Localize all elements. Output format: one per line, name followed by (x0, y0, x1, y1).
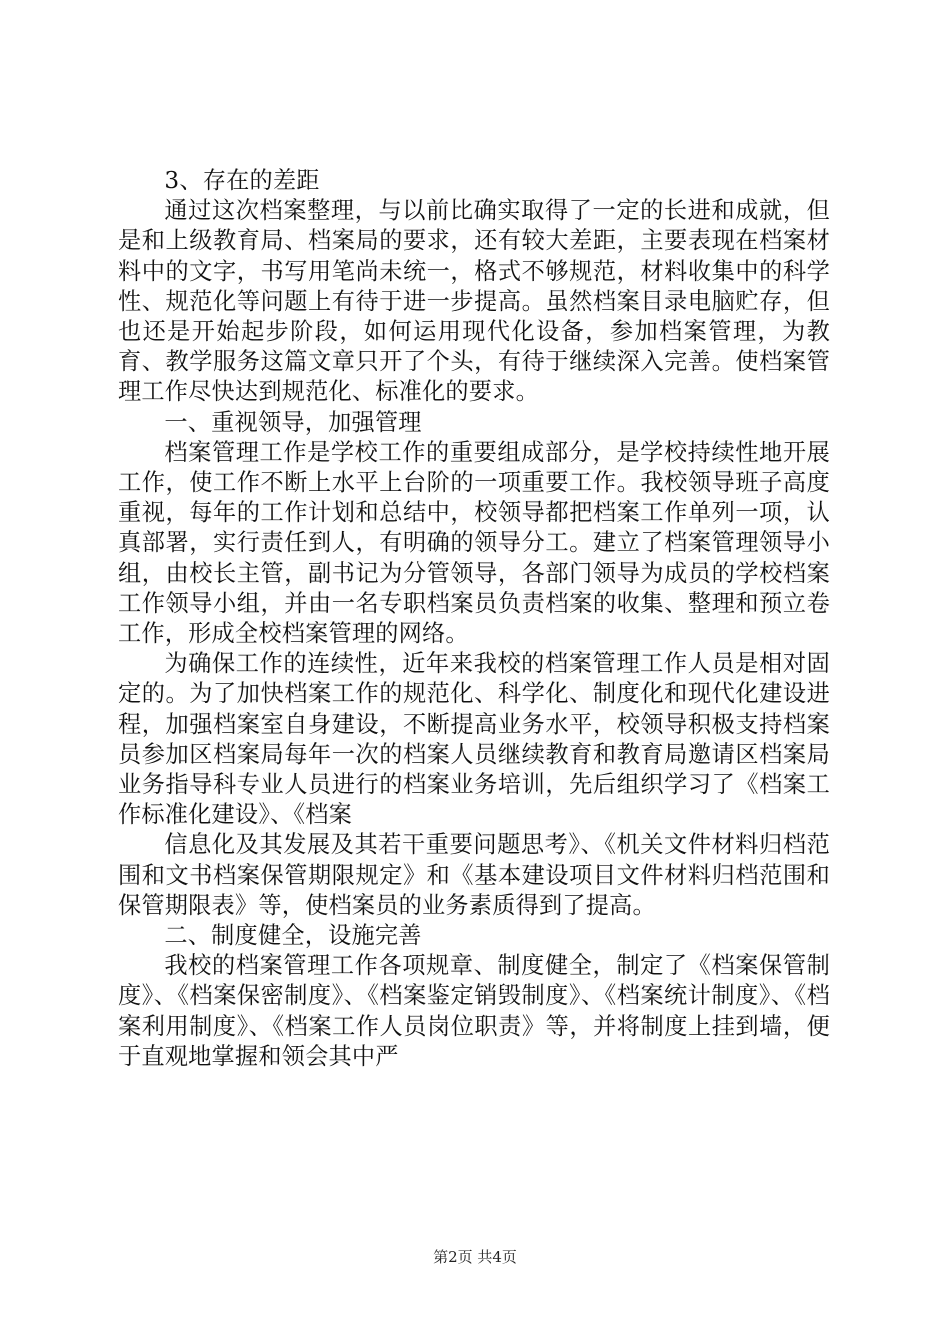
paragraph-training: 信息化及其发展及其若干重要问题思考》、《机关文件材料归档范围和文书档案保管期限规定》和《基本建设项目文件材料归档范围和保管期限表》等，使档案员的业务素质得到了提高。 (118, 831, 830, 919)
document-body (118, 166, 830, 1072)
paragraph-leadership: 档案管理工作是学校工作的重要组成部分，是学校持续性地开展工作，使工作不断上水平上台阶的一项重要工作。我校领导班子高度重视，每年的工作计划和总结中，校领导都把档案工作单列一项，认真部署，实行责任到人，有明确的领导分工。建立了档案管理领导小组，由校长主管，副书记为分管领导，各部门领导为成员的学校档案工作领导小组，并由一名专职档案员负责档案的收集、整理和预立卷工作，形成全校档案管理的网络。 (118, 438, 830, 648)
paragraph-gap-detail: 通过这次档案整理，与以前比确实取得了一定的长进和成就，但是和上级教育局、档案局的要求，还有较大差距，主要表现在档案材料中的文字，书写用笔尚未统一，格式不够规范，材料收集中的科学性、规范化等问题上有待于进一步提高。虽然档案目录电脑贮存，但也还是开始起步阶段，如何运用现代化设备，参加档案管理，为教育、教学服务这篇文章只开了个头，有待于继续深入完善。使档案管理工作尽快达到规范化、标准化的要求。 (118, 197, 830, 406)
section-heading-gap: 3、存在的差距 (164, 167, 320, 194)
paragraph-continuity: 为确保工作的连续性，近年来我校的档案管理工作人员是相对固定的。为了加快档案工作的规范化、科学化、制度化和现代化建设进程，加强档案室自身建设，不断提高业务水平，校领导积极支持档案员参加区档案局每年一次的档案人员继续教育和教育局邀请区档案局业务指导科专业人员进行的档案业务培训，先后组织学习了《档案工作标准化建设》、《档案 (118, 650, 830, 829)
page-number-footer: 第2页 共4页 (433, 1248, 517, 1266)
section-heading-system: 二、制度健全，设施完善 (164, 922, 422, 950)
paragraph-system: 我校的档案管理工作各项规章、制度健全，制定了《档案保管制度》、《档案保密制度》、《档案鉴定销毁制度》、《档案统计制度》、《档案利用制度》、《档案工作人员岗位职责》等，并将制度上挂到墙，便于直观地掌握和领会其中严 (118, 952, 830, 1070)
section-heading-leadership: 一、重视领导，加强管理 (164, 408, 422, 436)
